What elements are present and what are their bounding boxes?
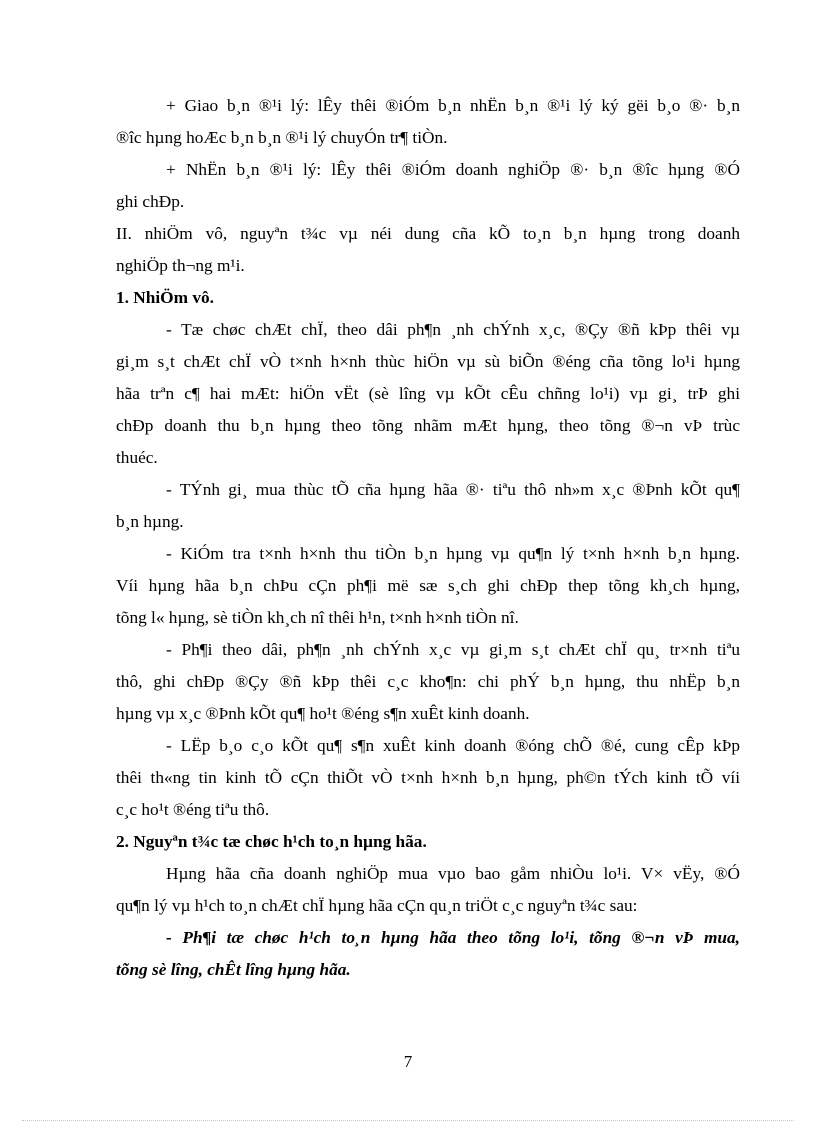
text-line: ghi chÐp. — [116, 192, 185, 211]
text-line: tõng l« hµng, sè tiÒn kh¸ch nî thêi h¹n, t×nh h×nh tiÒn nî. — [116, 608, 519, 627]
text-line: + Giao b¸n ®¹i lý: lÊy thêi ®iÓm b¸n nhËn b¸n ®¹i lý ký gëi b¸o ®· b¸n — [166, 96, 740, 115]
page-bottom-divider — [22, 1120, 794, 1121]
text-line: - Ph¶i theo dâi, ph¶n ¸nh chÝnh x¸c vµ gi¸m s¸t chÆt chÏ qu¸ tr×nh tiªu — [166, 640, 740, 659]
text-line: c¸c ho¹t ®éng tiªu thô. — [116, 800, 270, 819]
text-line: - Tæ chøc chÆt chÏ, theo dâi ph¶n ¸nh chÝnh x¸c, ®Çy ®ñ kÞp thêi vµ — [166, 320, 740, 339]
text-line: + NhËn b¸n ®¹i lý: lÊy thêi ®iÓm doanh nghiÖp ®· b¸n ®îc hµng ®Ó — [166, 160, 740, 179]
subsection-heading: 2. Nguyªn t¾c tæ chøc h¹ch to¸n hµng hãa. — [116, 832, 427, 851]
text-line: qu¶n lý vµ h¹ch to¸n chÆt chÏ hµng hãa cÇn qu¸n triÖt c¸c nguyªn t¾c sau: — [116, 896, 638, 915]
text-line: chÐp doanh thu b¸n hµng theo tõng nhãm mÆt hµng, theo tõng ®¬n vÞ trùc — [116, 416, 740, 435]
text-line: thuéc. — [116, 448, 158, 467]
text-line: Víi hµng hãa b¸n chÞu cÇn ph¶i më sæ s¸ch ghi chÐp thep tõng kh¸ch hµng, — [116, 576, 740, 595]
section-heading-line: nghiÖp th¬ng m¹i. — [116, 256, 245, 275]
text-line: hãa trªn c¶ hai mÆt: hiÖn vËt (sè lîng vµ kÕt cÊu chñng lo¹i) vµ gi¸ trÞ ghi — [116, 384, 740, 403]
subsection-heading: 1. NhiÖm vô. — [116, 288, 214, 307]
text-line: b¸n hµng. — [116, 512, 184, 531]
text-line: - KiÓm tra t×nh h×nh thu tiÒn b¸n hµng vµ qu¶n lý t×nh h×nh b¸n hµng. — [166, 544, 740, 563]
text-line: ®îc hµng hoÆc b¸n b¸n ®¹i lý chuyÓn tr¶ tiÒn. — [116, 128, 448, 147]
section-heading-line: II. nhiÖm vô, nguyªn t¾c vµ néi dung cña kÕ to¸n b¸n hµng trong doanh — [116, 224, 740, 243]
emphasis-line: tõng sè lîng, chÊt lîng hµng hãa. — [116, 960, 351, 979]
page-number: 7 — [403, 1052, 413, 1071]
text-line: gi¸m s¸t chÆt chÏ vÒ t×nh h×nh thùc hiÖn vµ sù biÕn ®éng cña tõng lo¹i hµng — [116, 352, 740, 371]
text-line: thêi th«ng tin kinh tÕ cÇn thiÕt vÒ t×nh h×nh b¸n hµng, ph©n tÝch kinh tÕ víi — [116, 768, 740, 787]
text-line: hµng vµ x¸c ®Þnh kÕt qu¶ ho¹t ®éng s¶n xuÊt kinh doanh. — [116, 704, 530, 723]
text-line: - LËp b¸o c¸o kÕt qu¶ s¶n xuÊt kinh doanh ®óng chÕ ®é, cung cÊp kÞp — [166, 736, 740, 755]
emphasis-line: - Ph¶i tæ chøc h¹ch to¸n hµng hãa theo tõng lo¹i, tõng ®¬n vÞ mua, — [166, 928, 740, 947]
text-line: - TÝnh gi¸ mua thùc tÕ cña hµng hãa ®· tiªu thô nh»m x¸c ®Þnh kÕt qu¶ — [166, 480, 740, 499]
text-line: Hµng hãa cña doanh nghiÖp mua vµo bao gåm nhiÒu lo¹i. V× vËy, ®Ó — [166, 864, 740, 883]
text-line: thô, ghi chÐp ®Çy ®ñ kÞp thêi c¸c kho¶n: chi phÝ b¸n hµng, thu nhËp b¸n — [116, 672, 740, 691]
